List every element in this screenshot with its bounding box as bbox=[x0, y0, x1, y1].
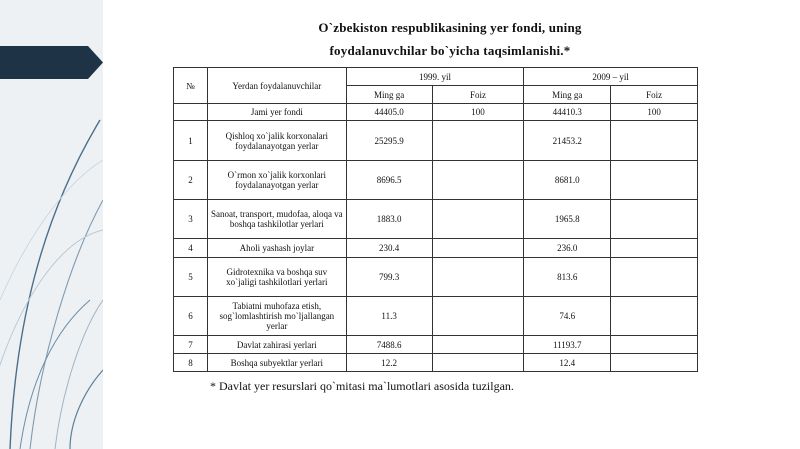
table-cell: 1 bbox=[174, 121, 208, 161]
col-header-number: № bbox=[174, 68, 208, 104]
table-cell bbox=[432, 121, 524, 161]
table-cell: 11.3 bbox=[346, 297, 432, 336]
table-cell: Davlat zahirasi yerlari bbox=[207, 336, 346, 354]
table-row bbox=[174, 258, 698, 297]
col-header-land-user: Yerdan foydalanuvchilar bbox=[207, 68, 346, 104]
table-cell: 100 bbox=[611, 104, 698, 121]
table-row bbox=[174, 200, 698, 239]
table-cell: 1883.0 bbox=[346, 200, 432, 239]
table-cell: 4 bbox=[174, 239, 208, 258]
table-cell: 3 bbox=[174, 200, 208, 239]
table-cell: 12.2 bbox=[346, 354, 432, 372]
table-cell: 44405.0 bbox=[346, 104, 432, 121]
table-cell bbox=[611, 121, 698, 161]
source-footnote: * Davlat yer resurslari qo`mitasi ma`lumotlari asosida tuzilgan. bbox=[210, 379, 514, 393]
table-cell bbox=[432, 336, 524, 354]
table-cell: Jami yer fondi bbox=[207, 104, 346, 121]
table-cell: 8681.0 bbox=[524, 161, 611, 200]
table-cell bbox=[611, 258, 698, 297]
table-cell: 6 bbox=[174, 297, 208, 336]
table-cell: 230.4 bbox=[346, 239, 432, 258]
table-cell: 11193.7 bbox=[524, 336, 611, 354]
table-cell bbox=[432, 161, 524, 200]
table-cell: 12.4 bbox=[524, 354, 611, 372]
table-cell: Gidrotexnika va boshqa suv xo`jaligi tashkilotlari yerlari bbox=[207, 258, 346, 297]
table-cell: 25295.9 bbox=[346, 121, 432, 161]
table-row bbox=[174, 161, 698, 200]
title-pointer-shape bbox=[0, 46, 103, 79]
table-cell bbox=[174, 104, 208, 121]
table-cell: 44410.3 bbox=[524, 104, 611, 121]
table-cell: 2 bbox=[174, 161, 208, 200]
col-header-1999-unit: Ming ga bbox=[346, 86, 432, 104]
table-row-total bbox=[174, 104, 698, 121]
table-cell: Sanoat, transport, mudofaa, aloqa va boshqa tashkilotlar yerlari bbox=[207, 200, 346, 239]
land-fund-table bbox=[173, 67, 698, 372]
table-cell: 8696.5 bbox=[346, 161, 432, 200]
table-cell: 813.6 bbox=[524, 258, 611, 297]
col-header-year-1999: 1999. yil bbox=[346, 68, 524, 86]
table-cell: 799.3 bbox=[346, 258, 432, 297]
table-cell: 8 bbox=[174, 354, 208, 372]
table-cell bbox=[611, 239, 698, 258]
table-row bbox=[174, 336, 698, 354]
table-header-row-1 bbox=[174, 68, 698, 86]
table-cell: 21453.2 bbox=[524, 121, 611, 161]
document-title-line-2: foydalanuvchilar bo`yicha taqsimlanishi.* bbox=[329, 43, 571, 58]
table-cell bbox=[611, 297, 698, 336]
table-cell bbox=[611, 161, 698, 200]
table-cell bbox=[611, 336, 698, 354]
table-cell: O`rmon xo`jalik korxonlari foydalanayotgan yerlar bbox=[207, 161, 346, 200]
table-cell bbox=[611, 200, 698, 239]
table-cell bbox=[432, 297, 524, 336]
table-cell: 7 bbox=[174, 336, 208, 354]
col-header-2009-share: Foiz bbox=[611, 86, 698, 104]
table-cell bbox=[432, 354, 524, 372]
col-header-year-2009: 2009 – yil bbox=[524, 68, 698, 86]
table-cell: 1965.8 bbox=[524, 200, 611, 239]
table-cell: 5 bbox=[174, 258, 208, 297]
col-header-2009-unit: Ming ga bbox=[524, 86, 611, 104]
table-cell: Boshqa subyektlar yerlari bbox=[207, 354, 346, 372]
table-cell bbox=[432, 200, 524, 239]
table-cell: Tabiatni muhofaza etish, sog`lomlashtirish mo`ljallangan yerlar bbox=[207, 297, 346, 336]
table-cell bbox=[432, 239, 524, 258]
table-cell: Aholi yashash joylar bbox=[207, 239, 346, 258]
document-title-line-1: O`zbekiston respublikasining yer fondi, uning bbox=[318, 20, 582, 35]
table-cell: 236.0 bbox=[524, 239, 611, 258]
table-row bbox=[174, 239, 698, 258]
table-cell: 100 bbox=[432, 104, 524, 121]
table-cell: 74.6 bbox=[524, 297, 611, 336]
table-row bbox=[174, 121, 698, 161]
table-cell bbox=[432, 258, 524, 297]
table-cell: Qishloq xo`jalik korxonalari foydalanayotgan yerlar bbox=[207, 121, 346, 161]
table-row bbox=[174, 297, 698, 336]
table-cell bbox=[611, 354, 698, 372]
col-header-1999-share: Foiz bbox=[432, 86, 524, 104]
table-row bbox=[174, 354, 698, 372]
table-cell: 7488.6 bbox=[346, 336, 432, 354]
